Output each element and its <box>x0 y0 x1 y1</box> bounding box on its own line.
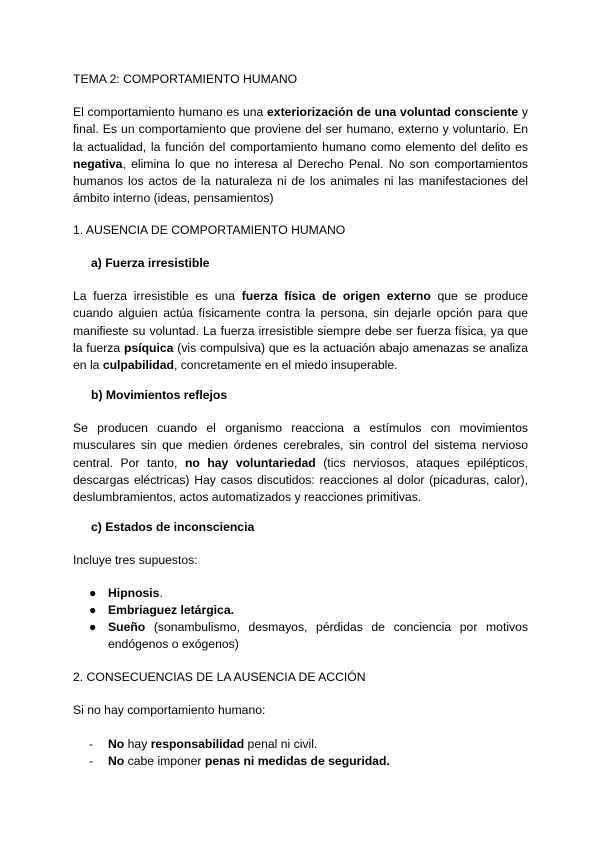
subsection-c-heading: c) Estados de inconsciencia <box>91 520 255 534</box>
list-item-bold: penas ni medidas de seguridad. <box>204 754 390 768</box>
consequences-list <box>89 736 528 770</box>
list-item-bold: No <box>108 754 125 768</box>
list-item-text: . <box>159 586 163 600</box>
b-text-1: Se producen cuando el organismo reacciona a estímulos con movimientos musculares sin que medien órdenes cerebrales, sin control del sistema nervioso central. Por tanto, <box>73 421 528 470</box>
inconsciencia-list <box>89 585 528 653</box>
list-item-bold: Sueño <box>108 620 146 634</box>
a-text-1: La fuerza irresistible es una <box>73 289 242 303</box>
list-item <box>89 619 528 653</box>
intro-text-2: y final. Es un comportamiento que proviene del ser humano, externo y voluntario. En la actualidad, la función del comportamiento humano como elemento del delito es <box>73 105 529 154</box>
list-item-text: (sonambulismo, desmayos, pérdidas de conciencia por motivos endógenos o exógenos) <box>108 620 528 651</box>
list-item-bold: Hipnosis <box>108 586 160 600</box>
subsection-b-paragraph <box>73 420 528 506</box>
list-item <box>89 585 528 602</box>
a-text-4: , concretamente en el miedo insuperable. <box>173 358 398 373</box>
a-bold-3: culpabilidad <box>102 358 174 373</box>
intro-bold-1: exteriorización de una voluntad consciente <box>267 105 519 119</box>
a-bold-1: fuerza física de origen externo <box>241 289 431 303</box>
list-item <box>89 753 528 770</box>
section-2-intro: Si no hay comportamiento humano: <box>73 703 266 717</box>
a-text-3: (vis compulsiva) que es la actuación abajo amenazas se analiza en la <box>73 340 528 373</box>
list-item-bold: No <box>108 737 125 751</box>
list-item-text: cabe imponer <box>124 754 205 768</box>
subsection-b-heading: b) Movimientos reflejos <box>91 388 228 402</box>
dash-icon: - <box>89 737 94 751</box>
section-2-heading: 2. CONSECUENCIAS DE LA AUSENCIA DE ACCIÓN <box>73 670 366 684</box>
subsection-a-heading: a) Fuerza irresistible <box>91 256 210 270</box>
bullet-icon: ● <box>89 620 97 634</box>
a-bold-2: psíquica <box>124 340 174 355</box>
subsection-c-intro: Incluye tres supuestos: <box>73 553 198 567</box>
b-text-2: (tics nerviosos, ataques epilépticos, descargas eléctricas) Hay casos discutidos: reacciones al dolor (picaduras, calor), deslumbramientos, actos automatizados y reacciones primitivas. <box>73 455 528 505</box>
document-title: TEMA 2: COMPORTAMIENTO HUMANO <box>73 72 298 86</box>
list-item-text: penal ni civil. <box>244 737 318 751</box>
subsection-a-paragraph <box>73 288 528 374</box>
list-item <box>89 602 528 619</box>
intro-text-1: El comportamiento humano es una <box>73 105 268 119</box>
intro-bold-2: negativa <box>73 156 123 171</box>
list-item-text: hay <box>124 737 151 751</box>
bullet-icon: ● <box>89 603 97 617</box>
b-bold-1: no hay voluntariedad <box>184 455 316 470</box>
bullet-icon: ● <box>89 586 97 600</box>
list-item-bold: Embriaguez letárgica. <box>108 603 234 617</box>
list-item-bold: responsabilidad <box>150 737 245 751</box>
a-text-2: que se produce cuando alguien actúa físicamente contra la persona, sin dejarle opción para que manifieste su voluntad. La fuerza irresistible siempre debe ser fuerza física, ya que la fuerza <box>73 289 528 355</box>
dash-icon: - <box>89 754 94 768</box>
intro-text-3: , elimina lo que no interesa al Derecho Penal. No son comportamientos humanos los actos de la naturaleza ni de los animales ni las manifestaciones del ámbito interno (ideas, pensamientos) <box>73 156 528 206</box>
section-1-heading: 1. AUSENCIA DE COMPORTAMIENTO HUMANO <box>73 223 346 237</box>
intro-paragraph <box>73 104 528 208</box>
list-item <box>89 736 528 753</box>
